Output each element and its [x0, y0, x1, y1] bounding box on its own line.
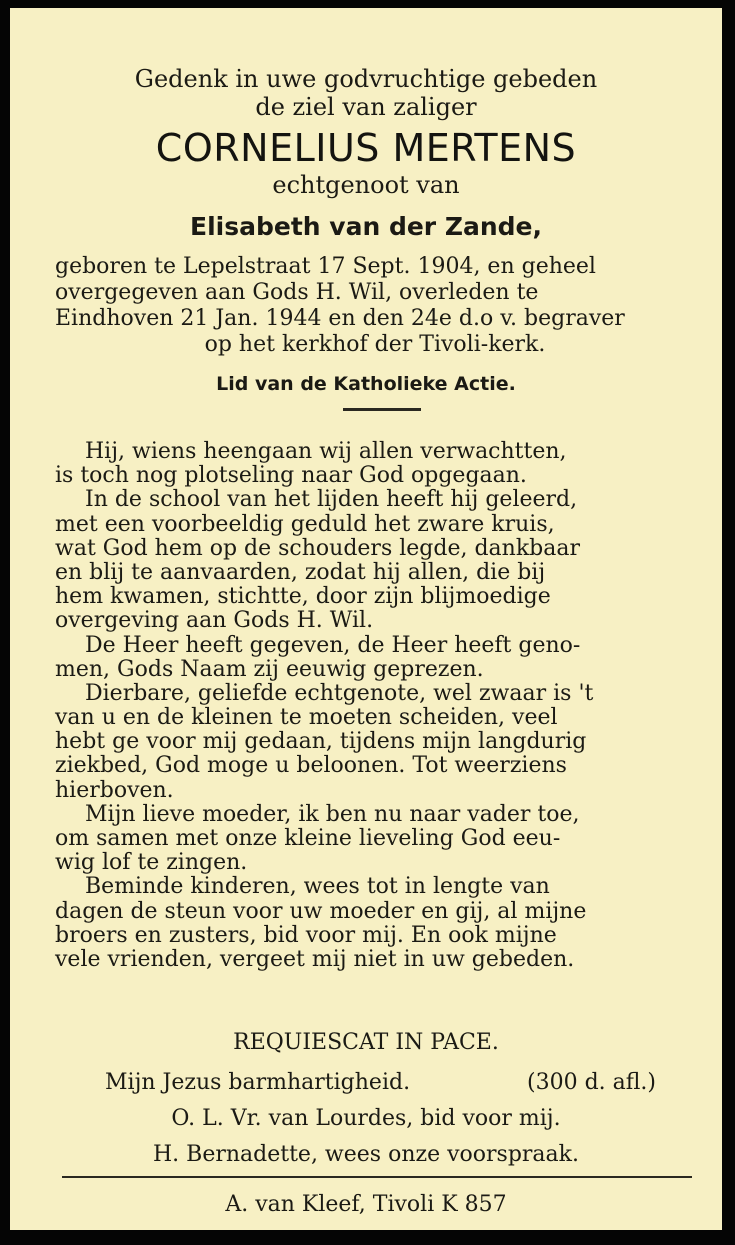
body-line: broers en zusters, bid voor mij. En ook mijne [55, 922, 557, 948]
bio-line: op het kerkhof der Tivoli-kerk. [204, 332, 546, 357]
body-line: hebt ge voor mij gedaan, tijdens mijn langdurig [55, 729, 587, 755]
body-text [55, 440, 697, 972]
membership: Lid van de Katholieke Actie. [216, 373, 516, 395]
deceased-name: CORNELIUS MERTENS [155, 126, 577, 170]
divider-long [62, 1176, 692, 1178]
body-line: en blij te aanvaarden, zodat hij allen, die bij [55, 559, 546, 585]
printer-imprint: A. van Kleef, Tivoli K 857 [225, 1192, 507, 1217]
bio-line: overgegeven aan Gods H. Wil, overleden te [55, 280, 539, 305]
body-line: dagen de steun voor uw moeder en gij, al mijne [55, 898, 587, 924]
body-line: In de school van het lijden heeft hij geleerd, [85, 487, 578, 513]
requiescat: REQUIESCAT IN PACE. [233, 1030, 499, 1055]
bio-line: Eindhoven 21 Jan. 1944 en den 24e d.o v. begraver [55, 306, 625, 331]
spouse-name: Elisabeth van der Zande, [190, 212, 542, 241]
indulgence-prayer-3: H. Bernadette, wees onze voorspraak. [152, 1142, 579, 1167]
body-line: van u en de kleinen te moeten scheiden, veel [55, 705, 558, 731]
body-line: overgeving aan Gods H. Wil. [55, 608, 374, 634]
intro-line-2: de ziel van zaliger [255, 93, 477, 121]
body-line: is toch nog plotseling naar God opgegaan. [55, 463, 527, 489]
body-line: Dierbare, geliefde echtgenote, wel zwaar is 't [85, 680, 594, 706]
body-line: men, Gods Naam zij eeuwig geprezen. [55, 656, 484, 682]
body-line: wig lof te zingen. [55, 850, 248, 876]
body-line: hem kwamen, stichtte, door zijn blijmoedige [55, 584, 551, 610]
body-line: wat God hem op de schouders legde, dankbaar [55, 535, 580, 561]
body-line: hierboven. [55, 777, 174, 803]
indulgence-note: (300 d. afl.) [527, 1070, 657, 1095]
body-line: Mijn lieve moeder, ik ben nu naar vader toe, [85, 801, 580, 827]
bio-line: geboren te Lepelstraat 17 Sept. 1904, en geheel [55, 254, 596, 279]
biography [55, 254, 695, 358]
indulgence-prayer-2: O. L. Vr. van Lourdes, bid voor mij. [171, 1106, 561, 1131]
body-line: ziekbed, God moge u beloonen. Tot weerziens [55, 753, 567, 779]
body-line: om samen met onze kleine lieveling God eeu- [55, 826, 561, 851]
memorial-card [10, 8, 722, 1230]
body-line: met een voorbeeldig geduld het zware kruis, [55, 511, 555, 537]
intro-line-1: Gedenk in uwe godvruchtige gebeden [134, 65, 598, 93]
spouse-intro: echtgenoot van [272, 171, 460, 199]
body-line: De Heer heeft gegeven, de Heer heeft geno- [85, 632, 581, 658]
body-line: vele vrienden, vergeet mij niet in uw gebeden. [55, 946, 575, 972]
body-line: Beminde kinderen, wees tot in lengte van [85, 874, 550, 900]
body-line: Hij, wiens heengaan wij allen verwachtten, [85, 439, 567, 464]
divider-short [343, 408, 421, 411]
indulgence-prayer-1: Mijn Jezus barmhartigheid. [105, 1070, 411, 1095]
